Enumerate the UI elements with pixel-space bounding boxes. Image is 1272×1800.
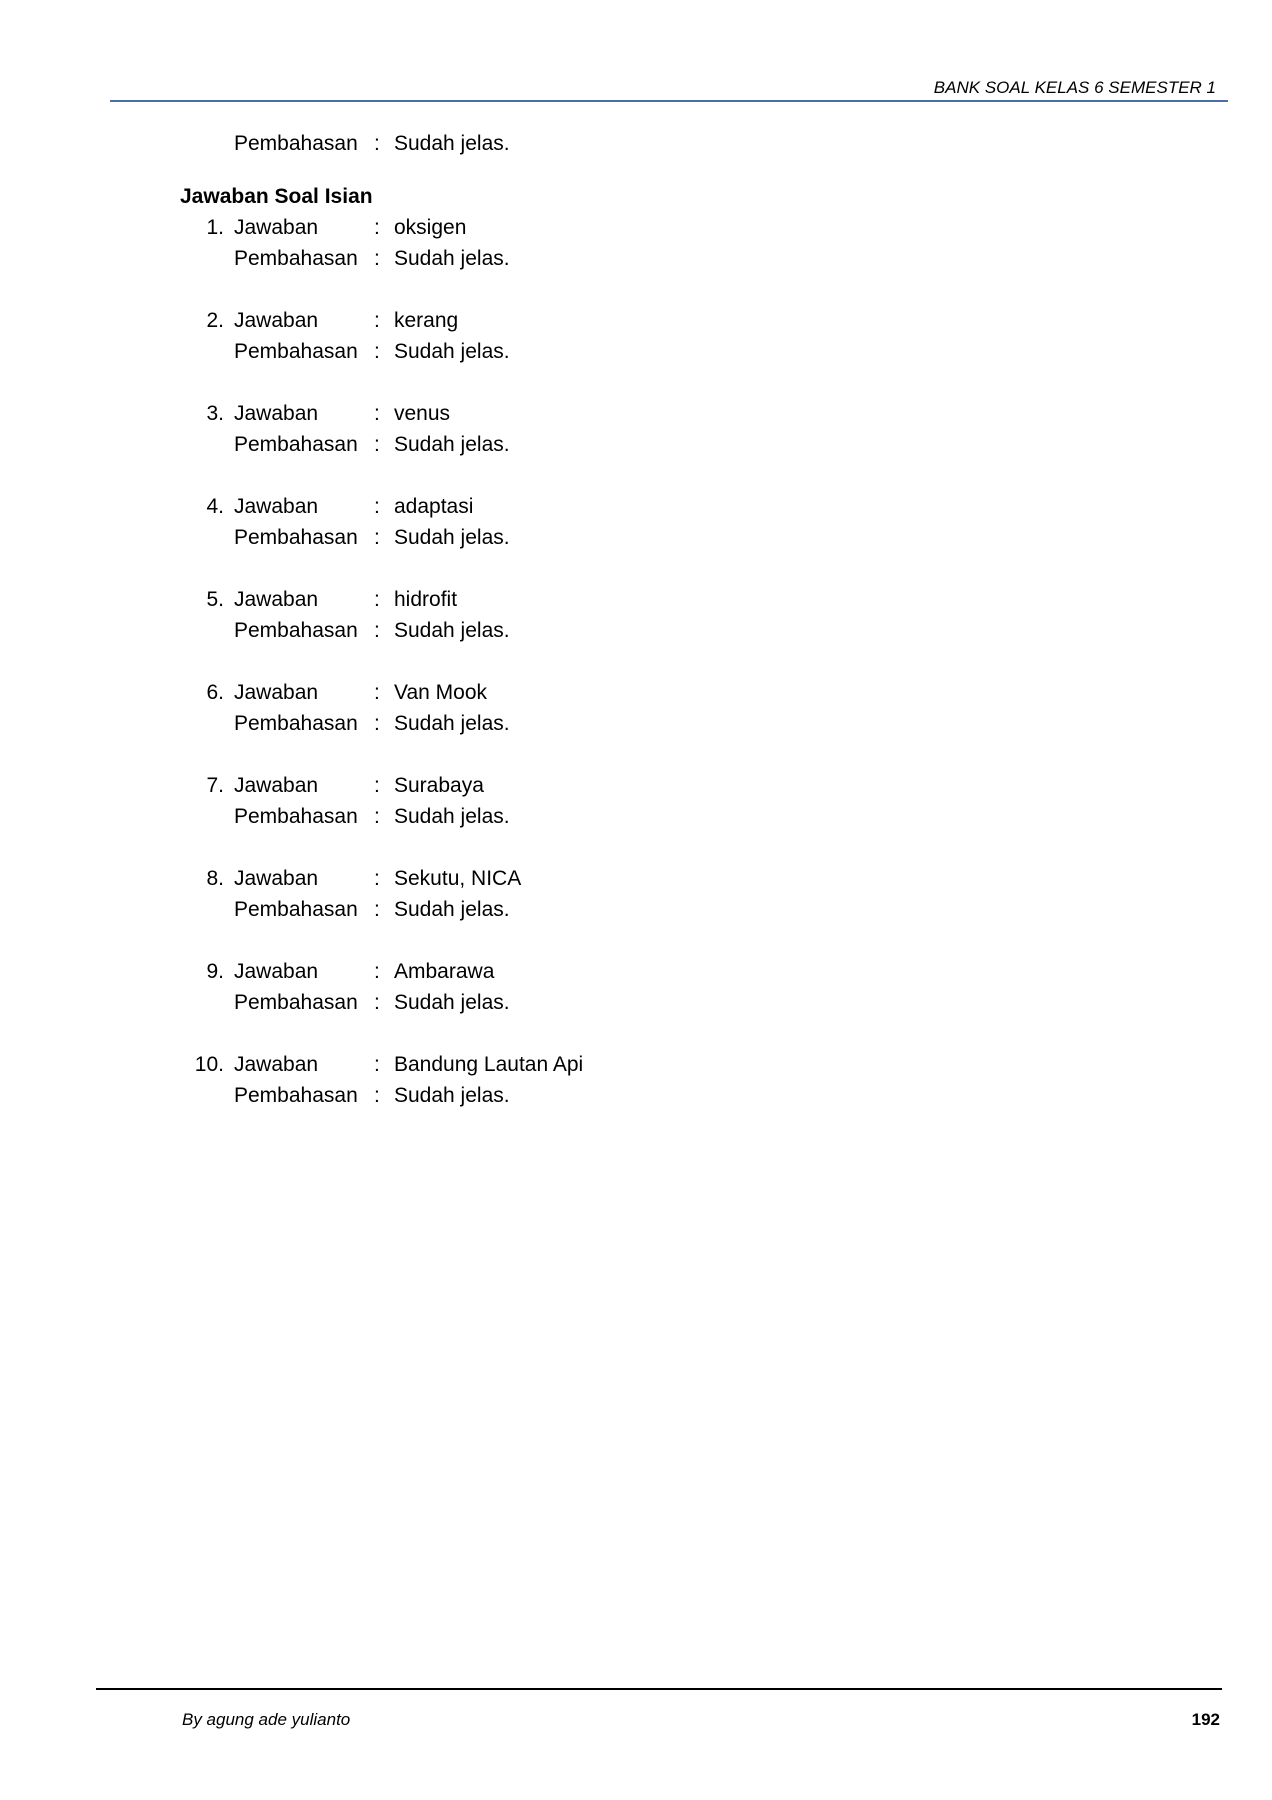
- explanation-row: [182, 243, 1082, 274]
- explanation-value: Sudah jelas.: [394, 619, 510, 642]
- answer-value: Ambarawa: [394, 960, 495, 983]
- separator: :: [374, 805, 380, 828]
- explanation-value: Sudah jelas.: [394, 805, 510, 828]
- separator: :: [374, 247, 380, 270]
- list-item: [182, 677, 1082, 739]
- separator: :: [374, 619, 380, 642]
- separator: :: [374, 1084, 380, 1107]
- answer-label: Jawaban: [234, 774, 319, 797]
- explanation-row: [182, 522, 1082, 553]
- separator: :: [374, 867, 380, 890]
- separator: :: [374, 1053, 380, 1076]
- item-number: 3.: [206, 402, 224, 425]
- item-number: 8.: [206, 867, 224, 890]
- answer-row: [182, 956, 1082, 987]
- separator: :: [374, 588, 380, 611]
- answer-value: Bandung Lautan Api: [394, 1053, 584, 1076]
- answer-row: [182, 398, 1082, 429]
- answer-row: [182, 770, 1082, 801]
- explanation-label: Pembahasan: [234, 805, 358, 828]
- list-item: [182, 584, 1082, 646]
- explanation-value: Sudah jelas.: [394, 1084, 510, 1107]
- answer-label: Jawaban: [234, 495, 319, 518]
- footer-author: By agung ade yulianto: [182, 1710, 351, 1729]
- explanation-label: Pembahasan: [234, 247, 358, 270]
- separator: :: [374, 991, 380, 1014]
- explanation-value: Sudah jelas.: [394, 247, 510, 270]
- item-number: 10.: [194, 1053, 224, 1076]
- separator: :: [374, 216, 380, 239]
- item-number: 5.: [206, 588, 224, 611]
- list-item: [182, 863, 1082, 925]
- explanation-row: [182, 987, 1082, 1018]
- page-number: 192: [1191, 1710, 1220, 1729]
- section-title: Jawaban Soal Isian: [180, 185, 373, 208]
- item-number: 6.: [206, 681, 224, 704]
- answer-label: Jawaban: [234, 588, 319, 611]
- explanation-row: [182, 894, 1082, 925]
- answer-row: [182, 584, 1082, 615]
- answer-label: Jawaban: [234, 309, 319, 332]
- explanation-value: Sudah jelas.: [394, 340, 510, 363]
- explanation-row: [182, 801, 1082, 832]
- explanation-value: Sudah jelas.: [394, 991, 510, 1014]
- separator: :: [374, 526, 380, 549]
- explanation-label: Pembahasan: [234, 1084, 358, 1107]
- explanation-label: Pembahasan: [234, 712, 358, 735]
- explanation-label: Pembahasan: [234, 340, 358, 363]
- answer-row: [182, 1049, 1082, 1080]
- explanation-label: Pembahasan: [234, 991, 358, 1014]
- answer-value: venus: [394, 402, 451, 425]
- answer-label: Jawaban: [234, 402, 319, 425]
- answer-label: Jawaban: [234, 681, 319, 704]
- header-title: BANK SOAL KELAS 6 SEMESTER 1: [933, 78, 1216, 97]
- explanation-row: [182, 708, 1082, 739]
- answer-row: [182, 212, 1082, 243]
- list-item: [182, 398, 1082, 460]
- separator: :: [374, 774, 380, 797]
- explanation-row: [182, 336, 1082, 367]
- page-header: [110, 74, 1228, 102]
- separator: :: [374, 402, 380, 425]
- item-number: 2.: [206, 309, 224, 332]
- item-number: 9.: [206, 960, 224, 983]
- explanation-row: [182, 429, 1082, 460]
- list-item: [182, 212, 1082, 274]
- answer-label: Jawaban: [234, 960, 319, 983]
- explanation-row: [182, 615, 1082, 646]
- separator: :: [374, 132, 380, 155]
- answer-label: Jawaban: [234, 216, 319, 239]
- answer-row: [182, 863, 1082, 894]
- explanation-value: Sudah jelas.: [394, 433, 510, 456]
- answer-value: hidrofit: [394, 588, 458, 611]
- list-item: [182, 1049, 1082, 1111]
- list-item: [182, 491, 1082, 553]
- separator: :: [374, 960, 380, 983]
- previous-explanation-row: [182, 128, 1082, 159]
- list-item: [182, 956, 1082, 1018]
- footer-rule: [96, 1688, 1222, 1690]
- answer-row: [182, 305, 1082, 336]
- explanation-value: Sudah jelas.: [394, 526, 510, 549]
- item-number: 7.: [206, 774, 224, 797]
- answer-content: [182, 128, 1082, 1142]
- explanation-value: Sudah jelas.: [394, 132, 510, 155]
- answer-value: Surabaya: [394, 774, 484, 797]
- separator: :: [374, 898, 380, 921]
- answer-list: [182, 212, 1082, 1111]
- answer-row: [182, 677, 1082, 708]
- list-item: [182, 770, 1082, 832]
- answer-value: Sekutu, NICA: [394, 867, 522, 890]
- explanation-label: Pembahasan: [234, 433, 358, 456]
- answer-value: oksigen: [394, 216, 467, 239]
- answer-row: [182, 491, 1082, 522]
- answer-label: Jawaban: [234, 1053, 319, 1076]
- explanation-value: Sudah jelas.: [394, 898, 510, 921]
- separator: :: [374, 433, 380, 456]
- explanation-label: Pembahasan: [234, 898, 358, 921]
- header-rule: [110, 100, 1228, 102]
- explanation-label: Pembahasan: [234, 619, 358, 642]
- explanation-label: Pembahasan: [234, 526, 358, 549]
- separator: :: [374, 340, 380, 363]
- explanation-row: [182, 1080, 1082, 1111]
- item-number: 4.: [206, 495, 224, 518]
- answer-value: Van Mook: [394, 681, 487, 704]
- list-item: [182, 305, 1082, 367]
- explanation-value: Sudah jelas.: [394, 712, 510, 735]
- separator: :: [374, 495, 380, 518]
- separator: :: [374, 681, 380, 704]
- answer-value: adaptasi: [394, 495, 474, 518]
- answer-value: kerang: [394, 309, 459, 332]
- separator: :: [374, 309, 380, 332]
- separator: :: [374, 712, 380, 735]
- answer-label: Jawaban: [234, 867, 319, 890]
- item-number: 1.: [206, 216, 224, 239]
- explanation-label: Pembahasan: [234, 132, 358, 155]
